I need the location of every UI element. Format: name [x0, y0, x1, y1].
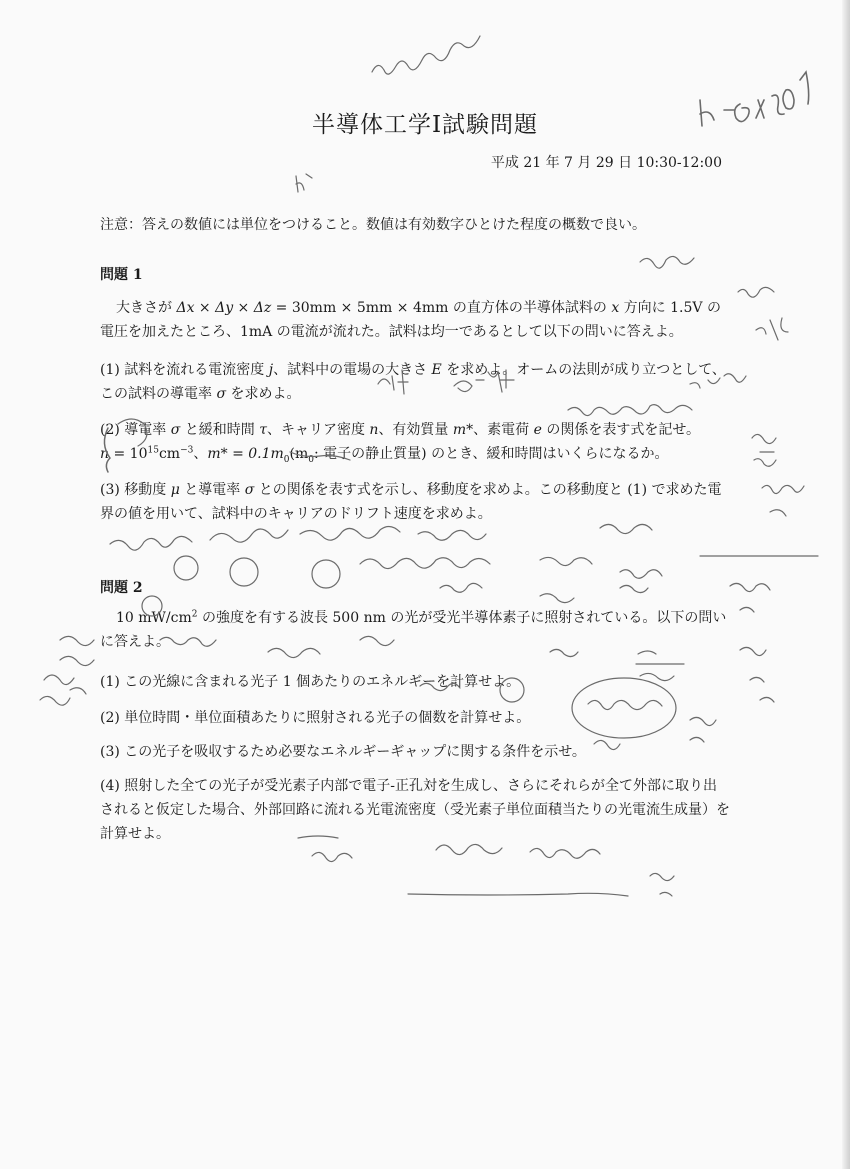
scribble-bottom-1 — [312, 852, 352, 861]
scribble-right-margin-6 — [730, 583, 770, 612]
scribble-left-margin-1 — [60, 636, 94, 694]
scribble-circle-3 — [312, 560, 340, 588]
problem2-question4: (4) 照射した全ての光子が受光素子内部で電子-正孔対を生成し、さらにそれらが全て外部に取り出されると仮定した場合、外部回路に流れる光電流密度（受光素子単位面積当たりの光電流生成量）を計算せよ。 — [100, 778, 730, 842]
scribble-left-margin-2 — [40, 675, 74, 705]
scribble-bottom-3 — [530, 848, 600, 858]
instructions-note: 注意：答えの数値には単位をつけること。数値は有効数字ひとけた程度の概数で良い。 — [100, 217, 646, 233]
exam-date: 平成 21 年 7 月 29 日 10:30-12:00 — [490, 155, 722, 171]
scribble-top-center — [372, 36, 480, 74]
scribble-right-margin-2 — [738, 287, 788, 340]
scribble-middle-7 — [540, 557, 592, 565]
scribble-middle-6 — [360, 558, 490, 569]
problem2-question1: (1) この光線に含まれる光子 1 個あたりのエネルギーを計算せよ。 — [100, 674, 521, 690]
problem2-question2: (2) 単位時間・単位面積あたりに照射される光子の個数を計算せよ。 — [100, 710, 531, 726]
scribble-units-inline — [568, 405, 692, 416]
scribble-middle-8 — [620, 570, 662, 579]
scribble-middle-9 — [440, 583, 482, 592]
scribble-right-margin-7 — [740, 647, 774, 702]
problem2-heading: 問題 2 — [100, 580, 143, 596]
problem1-question1: (1) 試料を流れる電流密度 j、試料中の電場の大きさ E を求めよ。オームの法則が成り立つとして、この試料の導電率 σ を求めよ。 — [100, 362, 726, 402]
problem1-question2: (2) 導電率 σ と緩和時間 τ、キャリア密度 n、有効質量 m*、素電荷 e の関係を表す式を記せ。 $n = 10^{15}cm^{-3}$、$m* = 0.1m_0(m_0$: 電子の静止質量) のとき、緩和時間はいくらになるか。 — [100, 422, 700, 465]
problem1-heading: 問題 1 — [100, 267, 143, 283]
scribble-bottom-4 — [650, 873, 674, 896]
scribble-circle-2 — [230, 558, 258, 586]
scribble-right-margin-5 — [762, 485, 804, 516]
scribble-middle-11 — [620, 585, 648, 592]
problem2-intro: 10 $mW/cm^2$ の強度を有する波長 500 nm の光が受光半導体素子に照射されている。以下の問いに答えよ。 — [100, 609, 727, 650]
scribble-right-margin-4 — [752, 434, 776, 466]
scribble-bottom-line — [408, 893, 628, 896]
scribble-left-mark — [296, 174, 312, 192]
scribble-circle-1 — [174, 556, 198, 580]
problem2-question3: (3) この光子を吸収するため必要なエネルギーギャップに関する条件を示せ。 — [100, 744, 586, 760]
problem1-question3: (3) 移動度 μ と導電率 σ との関係を表す式を示し、移動度を求めよ。この移動度と (1) で求めた電界の値を用いて、試料中のキャリアのドリフト速度を求めよ。 — [100, 482, 722, 522]
scribble-middle-2 — [210, 529, 288, 542]
exam-title: 半導体工学Ⅰ試験問題 — [311, 112, 539, 138]
scribble-middle-4 — [418, 530, 486, 540]
scribble-middle-10 — [540, 594, 574, 603]
problem1-intro: 大きさが Δx × Δy × Δz = 30mm × 5mm × 4mm の直方体の半導体試料の x 方向に 1.5V の電圧を加えたところ、1mA の電流が流れた。試料は均一であるとして以下の問いに答えよ。 — [100, 300, 721, 340]
scribble-middle-1 — [110, 536, 192, 550]
scribble-middle-3 — [300, 526, 400, 540]
scan-edge-shadow — [842, 0, 850, 1169]
scribble-right-margin-1 — [640, 256, 694, 268]
